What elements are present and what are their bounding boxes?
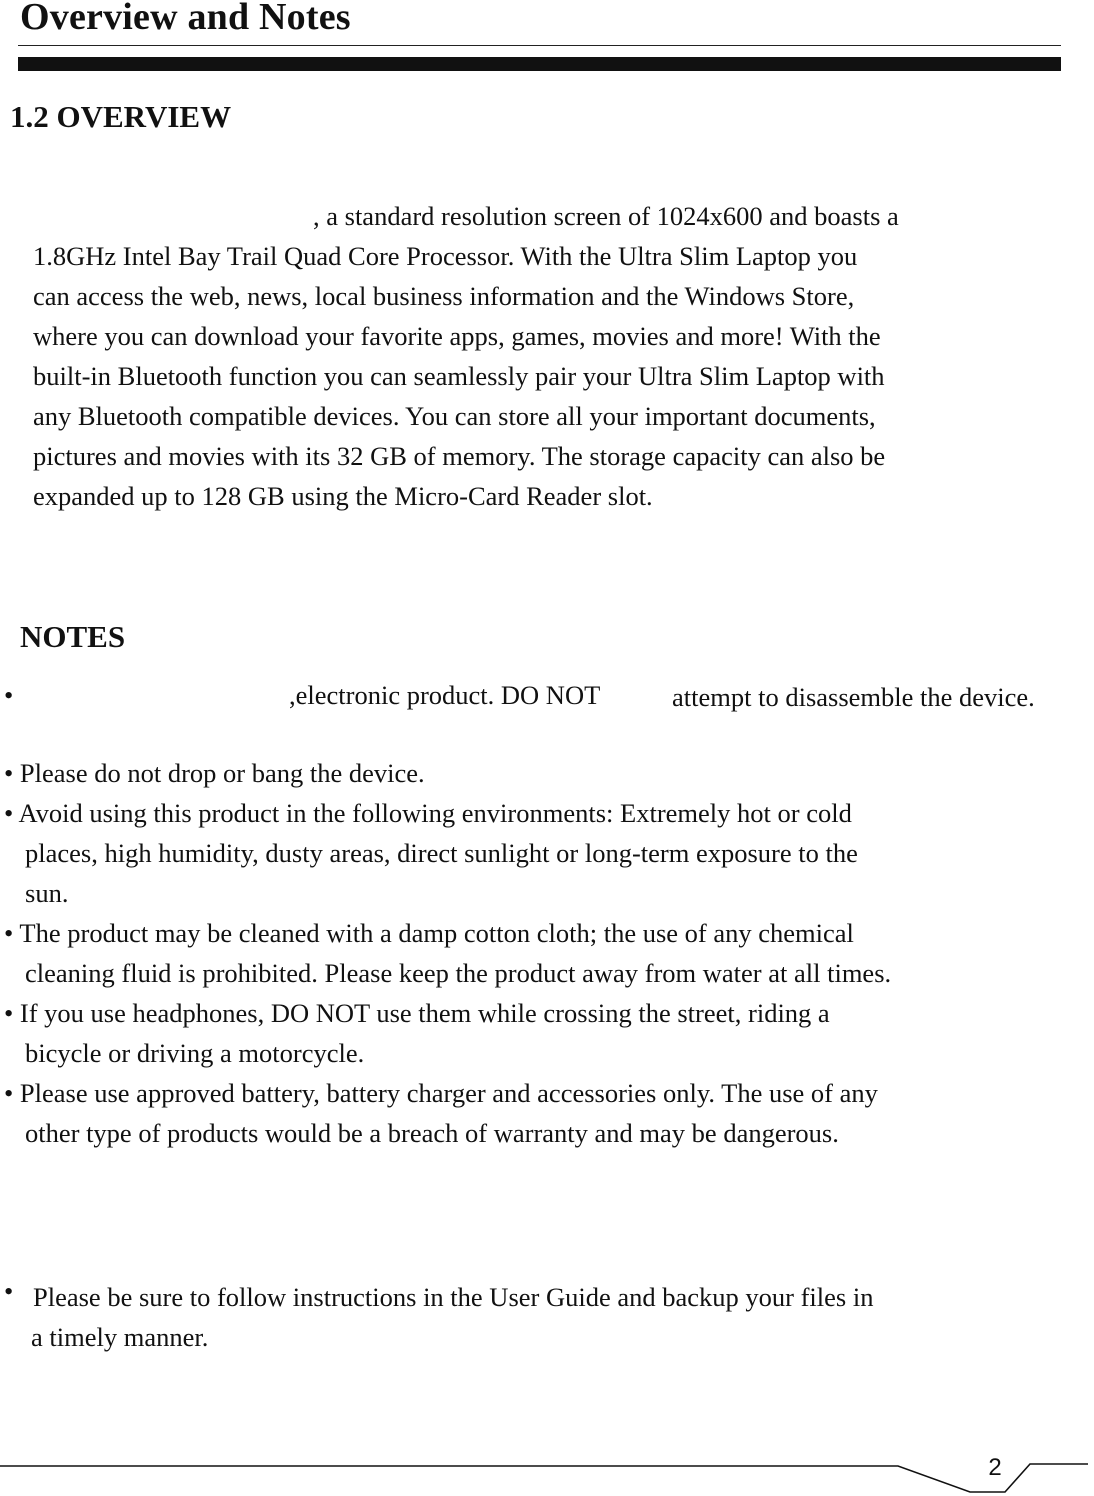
note-line: other type of products would be a breach of warranty and may be dangerous. <box>25 1118 839 1148</box>
bullet: • <box>4 1276 14 1306</box>
note-line: cleaning fluid is prohibited. Please keep the product away from water at all times. <box>25 958 892 988</box>
overview-line: built-in Bluetooth function you can seamlessly pair your Ultra Slim Laptop with <box>33 361 885 391</box>
note-line: • The product may be cleaned with a damp cotton cloth; the use of any chemical <box>4 918 854 948</box>
note-line: • Please use approved battery, battery charger and accessories only. The use of any <box>4 1078 878 1108</box>
overview-line: can access the web, news, local business information and the Windows Store, <box>33 281 855 311</box>
note-line: places, high humidity, dusty areas, direct sunlight or long-term exposure to the <box>25 838 858 868</box>
header-thick-rule <box>18 57 1061 71</box>
overview-line: , a standard resolution screen of 1024x600 and boasts a <box>313 201 899 231</box>
note-line: • Avoid using this product in the following environments: Extremely hot or cold <box>4 798 852 828</box>
overview-heading: 1.2 OVERVIEW <box>10 99 232 134</box>
notes-heading: NOTES <box>20 619 126 654</box>
footer-line <box>0 1464 1088 1492</box>
footer-rule <box>0 1440 1094 1496</box>
note-text: Please be sure to follow instructions in the User Guide and backup your files in <box>33 1282 874 1312</box>
overview-paragraph <box>33 196 1063 516</box>
note-backup <box>4 1277 1084 1357</box>
overview-line: 1.8GHz Intel Bay Trail Quad Core Processor. With the Ultra Slim Laptop you <box>33 241 858 271</box>
note-line: bicycle or driving a motorcycle. <box>25 1038 365 1068</box>
note-text: ,electronic product. DO NOT <box>289 680 601 710</box>
note-line: sun. <box>25 878 69 908</box>
overview-line: any Bluetooth compatible devices. You can store all your important documents, <box>33 401 876 431</box>
header-thin-rule <box>18 45 1061 46</box>
note-line: • Please do not drop or bang the device. <box>4 758 425 788</box>
note-line: a timely manner. <box>31 1322 209 1352</box>
note-item <box>4 913 1084 993</box>
notes-list <box>4 753 1084 1153</box>
note-line: • If you use headphones, DO NOT use them while crossing the street, riding a <box>4 998 830 1028</box>
page-number: 2 <box>988 1454 1002 1481</box>
note-item <box>4 753 1084 793</box>
note-text: attempt to disassemble the device. <box>672 682 1035 712</box>
note-line <box>4 1277 1084 1317</box>
overview-line: pictures and movies with its 32 GB of memory. The storage capacity can also be <box>33 441 886 471</box>
page-title: Overview and Notes <box>20 0 351 38</box>
overview-line: where you can download your favorite apps, games, movies and more! With the <box>33 321 881 351</box>
bullet: • <box>4 680 14 710</box>
note-disassemble <box>4 674 1094 716</box>
overview-line: expanded up to 128 GB using the Micro-Card Reader slot. <box>33 481 653 511</box>
note-item <box>4 993 1084 1073</box>
note-item <box>4 1073 1084 1153</box>
note-item <box>4 793 1084 913</box>
